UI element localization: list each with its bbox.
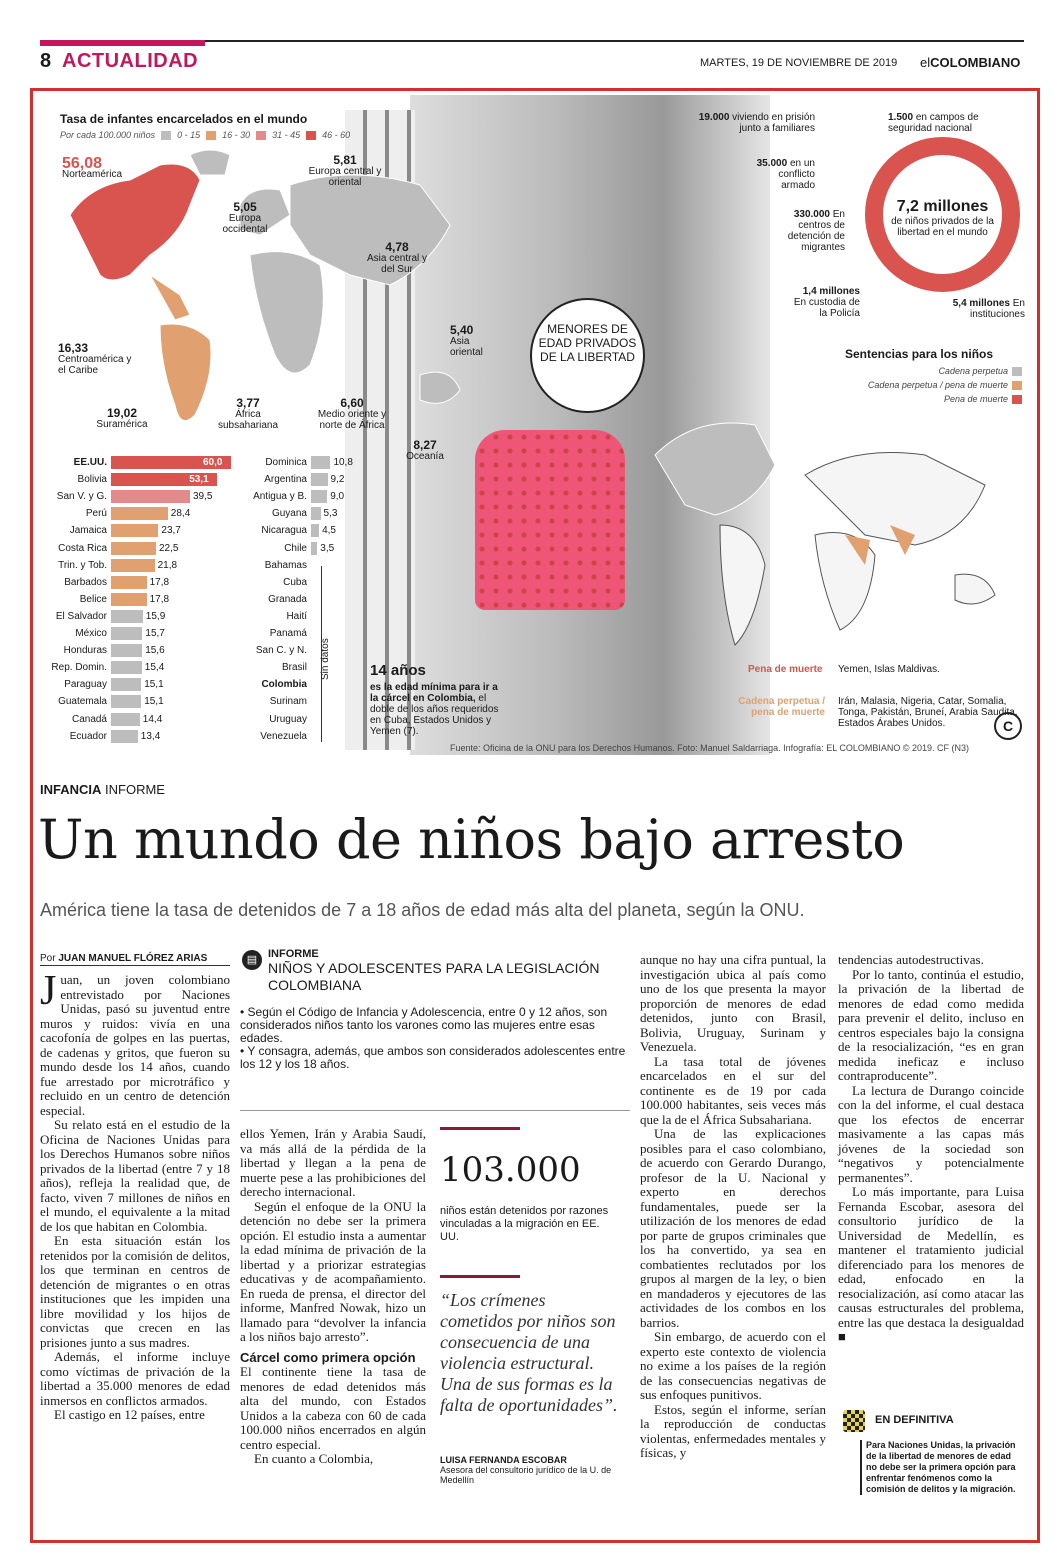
definitive-title: EN DEFINITIVA [875, 1414, 954, 1426]
bar-label: Costa Rica [58, 542, 107, 554]
paragraph: uan, un joven colombiano entrevistado por Naciones Unidas, pasó su juventud entre muros y ruidos: vivía en una cacofonía de golpes en las puertas, de cadenas y gritos, que fueron su mundo desde los 14 años, cuando fue arrestado por microtráfico y recluido en un centro de detención especial. [40, 972, 230, 1118]
info-rule [240, 1110, 630, 1111]
kicker: INFANCIA INFORME [40, 782, 165, 797]
bar [111, 524, 158, 537]
region-label: 5,40 Asia oriental [450, 323, 483, 358]
bar [111, 542, 156, 555]
no-data-row [245, 643, 311, 658]
byline: Por JUAN MANUEL FLÓREZ ARIAS [40, 953, 208, 964]
bar-row [45, 643, 165, 658]
both-countries: Irán, Malasia, Nigeria, Catar, Somalia, Tonga, Pakistán, Bruneí, Arabia Saudita, Estados Árabes Unidos. [838, 696, 1018, 729]
bar-label: Venezuela [260, 730, 307, 742]
bar [311, 507, 321, 520]
legend-swatch [306, 131, 316, 140]
sentence-row: Pena de muerte [800, 394, 1022, 404]
paragraph: Por lo tanto, continúa el estudio, la privación de la libertad de menores de edad como medida para prevenir el delito, incluso en centros especiales bajo la consigna de la resocialización, “es en gran medida ineficaz e incluso contraproducente”. [838, 966, 1024, 1083]
stat: 35.000 en un conflicto armado [756, 158, 815, 191]
legend-swatch [256, 131, 266, 140]
bar-label: Granada [268, 593, 307, 605]
no-data-row [245, 626, 311, 641]
bar-value: 15,9 [145, 610, 166, 622]
bar-row [245, 472, 344, 487]
region-label: 6,60 Medio oriente y norte de África [317, 396, 387, 431]
paragraph: tendencias autodestructivas. [838, 952, 984, 967]
bar-label: Uruguay [269, 713, 307, 725]
region-label: 56,08 Norteamérica [62, 155, 123, 180]
big-number: 103.000 [440, 1150, 581, 1190]
bar [111, 507, 168, 520]
source-note: Fuente: Oficina de la ONU para los Derechos Humanos. Foto: Manuel Saldarriaga. Infografía: EL COLOMBIANO © 2019. CF (N3) [450, 743, 970, 753]
definitive-text: Para Naciones Unidas, la privación de la libertad de menores de edad no debe ser la primera opción para enfrentar fenómenos como la comisión de delitos y la migración. [860, 1440, 1020, 1495]
death-label: Pena de muerte [748, 664, 823, 675]
dropcap: J [40, 968, 57, 1014]
bar-value: 53,1 [189, 474, 209, 486]
bar-row [45, 472, 209, 487]
bar-value: 15,1 [144, 696, 164, 708]
bar-label: El Salvador [55, 610, 107, 622]
paragraph: El castigo en 12 países, entre [54, 1407, 205, 1422]
subheadline: América tiene la tasa de detenidos de 7 a 18 años de edad más alta del planeta, según la ONU. [40, 900, 805, 920]
region-label: 5,81 Europa central y oriental [308, 153, 382, 188]
bar-label: Haití [286, 610, 307, 622]
bar-row [45, 489, 212, 504]
map-title: Tasa de infantes encarcelados en el mundo [60, 112, 308, 126]
bar-value: 3,5 [320, 542, 335, 554]
bar-label: Antigua y B. [253, 491, 307, 503]
bar [111, 610, 143, 623]
stat: 1.500 en campos de seguridad nacional [888, 112, 979, 134]
bar-value: 9,2 [330, 474, 345, 486]
region-label: 5,05 Europa occidental [222, 200, 268, 235]
stat: 5,4 millones En instituciones [952, 298, 1025, 320]
bar [311, 542, 317, 555]
bar-chart [45, 455, 353, 745]
info-subtitle: NIÑOS Y ADOLESCENTES PARA LA LEGISLACIÓN COLOMBIANA [268, 960, 600, 993]
bar [111, 730, 138, 743]
bar-label: Argentina [264, 474, 307, 486]
bar-value: 15,1 [144, 679, 164, 691]
bar-row [45, 575, 169, 590]
no-data-row [245, 694, 311, 709]
bar-row [245, 523, 336, 538]
bar-label: Nicaragua [261, 525, 307, 537]
bar-value: 60,0 [203, 457, 223, 468]
subheading: Cárcel como primera opción [240, 1349, 416, 1365]
stat: 1,4 millones En custodia de la Policía [793, 286, 860, 319]
column-1 [40, 968, 230, 1423]
paragraph: aunque no hay una cifra puntual, la investigación ubica al país como uno de los que presenta la mayor proporción de menores de edad detenidos, junto con Brasil, Bolivia, Uruguay, Surinam y Venezuela. [640, 952, 826, 1054]
column-2 [240, 1127, 426, 1467]
bar-label: Chile [284, 542, 307, 554]
legend-item: 31 - 45 [272, 130, 301, 140]
bar-label: Cuba [283, 576, 307, 588]
column-4 [838, 953, 1024, 1345]
age-title: 14 años [370, 662, 426, 679]
bar [311, 490, 327, 503]
big-number-text: niños están detenidos por razones vinculadas a la migración en EE. UU. [440, 1205, 609, 1243]
both-label: Cadena perpetua / pena de muerte [738, 696, 825, 718]
bar-label: Jamaica [69, 525, 107, 537]
bar [111, 593, 147, 606]
no-data-row [245, 592, 311, 607]
bar-row [45, 523, 181, 538]
sentences-map [625, 395, 1035, 665]
region-label: 16,33 Centroamérica y el Caribe [58, 341, 132, 376]
pull-quote: “Los crímenes cometidos por niños son consecuencia de una violencia estructural. Una de sus formas es la falta de oportunidades”. [440, 1290, 618, 1415]
bar-row [45, 506, 190, 521]
bar-value: 14,4 [142, 713, 163, 725]
paragraph: La tasa total de jóvenes encarcelados en el sur del continente es de 19 por cada 100.000 habitantes, seis veces más que la de el África Subsahariana. [640, 1053, 826, 1127]
bar-value: 17,8 [149, 576, 170, 588]
paragraph: Su relato está en el estudio de la Oficina de Naciones Unidas para los Derechos Humanos sobre niños privados de la libertad (entre 7 y 18 años), refleja la realidad que, de facto, viven 7 millones de niños en el mundo, el equivalente a la mitad de los que habitan en Colombia. [40, 1117, 230, 1234]
bar-value: 9,0 [330, 491, 345, 503]
bar-value: 22,5 [159, 542, 179, 554]
bar-label: San V. y G. [56, 491, 107, 503]
no-data-row [245, 729, 311, 744]
headline-bubble: MENORES DE EDAD PRIVADOS DE LA LIBERTAD [530, 298, 645, 413]
bar-row [45, 677, 164, 692]
definitive-icon [843, 1410, 865, 1432]
paragraph: Estos, según el informe, serían la reproducción de conductas violentas, enfermedades mentales y físicas, y [640, 1401, 826, 1460]
bar-value: 15,6 [145, 645, 165, 657]
ring-total: 7,2 millones de niños privados de la libertad en el mundo [891, 198, 994, 238]
region-label: 8,27 Oceanía [406, 438, 444, 462]
stat: 19.000 viviendo en prisión junto a familiares [698, 112, 815, 134]
no-data-row [245, 575, 311, 590]
legend-swatch [161, 131, 171, 140]
paragraph: En cuanto a Colombia, [254, 1451, 374, 1466]
info-list [240, 1006, 630, 1071]
paragraph: ellos Yemen, Irán y Arabia Saudí, va más allá de la pérdida de la libertad y llegan a la pena de muerte pese a las prohibiciones del derecho internacional. [240, 1126, 426, 1199]
paragraph: La lectura de Durango coincide con la del informe, el cual destaca que los efectos de encerrar masivamente a las capas más jóvenes de la sociedad son “negativos y potencialmente permanentes”. [838, 1082, 1024, 1185]
document-icon: ▤ [242, 950, 262, 970]
info-box [240, 948, 630, 1071]
bar-row [45, 558, 177, 573]
bar-label: Belice [79, 593, 107, 605]
paragraph: Sin embargo, de acuerdo con el experto este contexto de violencia no exime a los países de la región de las consecuencias negativas de sus enfoques punitivos. [640, 1329, 826, 1402]
bar-label: Ecuador [69, 730, 107, 742]
legend-item: 46 - 60 [322, 130, 351, 140]
bar-value: 21,8 [157, 559, 178, 571]
paragraph: Además, el informe incluye como víctimas de privación de la libertad a 35.000 menores de edad inmersos en conflictos armados. [40, 1349, 230, 1408]
bar-label: Rep. Domin. [51, 662, 107, 674]
bar [111, 490, 190, 503]
map-legend [60, 130, 350, 140]
bar-row [45, 729, 160, 744]
bar-label: Barbados [64, 576, 107, 588]
headline: Un mundo de niños bajo arresto [38, 808, 905, 871]
bar [311, 524, 319, 537]
stat: 330.000 En centros de detención de migrantes [787, 209, 845, 253]
bar-row [45, 626, 165, 641]
section-name: ACTUALIDAD [62, 50, 199, 72]
death-countries: Yemen, Islas Maldivas. [838, 664, 940, 675]
bar [111, 713, 140, 726]
no-data-row [245, 677, 311, 692]
logo-icon: C [994, 712, 1022, 740]
bar-label: Bolivia [77, 474, 107, 486]
list-item: • Según el Código de Infancia y Adolescencia, entre 0 y 12 años, son considerados niños tanto los varones como las mujeres entre esas edades. [240, 1005, 608, 1045]
no-data-text: Sin datos [320, 638, 331, 680]
paragraph: Lo más importante, para Luisa Fernanda Escobar, asesora del consultorio jurídico de la Universidad de Medellín, es mantener el tratamiento judicial diferenciado para los menores de edad, enfocado en la resocialización, así como atacar las causas estructurales del problema, entre las que destaca la desigualdad ■ [838, 1184, 1024, 1344]
sentence-row: Cadena perpetua / pena de muerte [800, 380, 1022, 390]
bar-label: Bahamas [264, 559, 307, 571]
paragraph: Según el enfoque de la ONU la detención no debe ser la primera opción. El estudio insta a aumentar la edad mínima de privación de la libertad y a priorizar estrategias educativas y de acompañamiento. En rueda de prensa, el director del informe, Manfred Nowak, hizo un llamado para “devolver la infancia a los niños bajo arresto”. [240, 1198, 426, 1344]
bar-label: Paraguay [64, 679, 107, 691]
legend-item: 16 - 30 [222, 130, 251, 140]
bar [311, 456, 330, 469]
bar-row [245, 455, 353, 470]
bar-label: Honduras [63, 645, 107, 657]
bar-value: 17,8 [149, 593, 170, 605]
accent-rule [440, 1127, 520, 1130]
bar-label: Surinam [269, 696, 307, 708]
bar [311, 473, 328, 486]
bar-label: San C. y N. [255, 645, 307, 657]
region-label: 19,02 Suramérica [96, 406, 148, 430]
bar-label: Panamá [269, 628, 307, 639]
bar-value: 10,8 [333, 457, 353, 468]
bar-row [245, 506, 337, 521]
region-label: 4,78 Asia central y del Sur [366, 240, 428, 275]
bar-label: Canadá [71, 713, 107, 725]
bar [111, 661, 142, 674]
byline-rule [40, 965, 230, 966]
column-3 [640, 953, 826, 1461]
bar-row [45, 660, 164, 675]
paragraph: En esta situación están los retenidos por la comisión de delitos, los que terminan en centros de detención de migrantes o en otras instituciones que les impiden una libre movilidad y los hijos de convictas que crecen en las prisiones junto a sus madres. [40, 1233, 230, 1350]
bar [111, 678, 141, 691]
bar-label: México [75, 628, 107, 639]
section-accent [40, 40, 205, 46]
bar-value: 39,5 [193, 491, 213, 503]
bar-label: Colombia [261, 679, 307, 691]
bar-row [45, 694, 164, 709]
info-title: INFORME [268, 948, 319, 960]
page-number: 8 [40, 50, 52, 72]
sentences-title: Sentencias para los niños [845, 347, 994, 361]
bar [111, 559, 155, 572]
child-skirt [475, 430, 625, 610]
bar-row [245, 541, 334, 556]
bar-label: Brasil [281, 662, 307, 674]
bar [111, 644, 142, 657]
paragraph: Una de las explicaciones posibles para el caso colombiano, de acuerdo con Gerardo Durango, profesor de la U. Nacional y experto en derechos fundamentales, puede ser la utilización de los menores de edad por parte de grupos criminales que los ha convertido, ya sea en combatientes reclutados por los grupos al margen de la ley, o bien en mandaderos y ejecutores de las actividades de los combos en los barrios. [640, 1126, 826, 1330]
bar-row [45, 541, 178, 556]
bar-label: Guatemala [58, 696, 107, 708]
bar-row [45, 455, 222, 470]
no-data-row [245, 609, 311, 624]
no-data-row [245, 660, 311, 675]
bar-value: 15,4 [144, 662, 165, 674]
bar [111, 576, 147, 589]
bar-value: 15,7 [145, 628, 165, 639]
sentence-row: Cadena perpetua [800, 366, 1022, 376]
list-item: • Y consagra, además, que ambos son considerados adolescentes entre los 12 y los 18 años. [240, 1044, 626, 1071]
accent-rule [440, 1275, 520, 1278]
bar-row [45, 712, 162, 727]
bar-label: Perú [85, 508, 107, 520]
bar-label: Trin. y Tob. [58, 559, 107, 571]
bar-value: 13,4 [140, 730, 161, 742]
bar-row [45, 592, 169, 607]
brand-logo: elCOLOMBIANO [920, 55, 1021, 70]
bar-row [45, 609, 165, 624]
bar-label: Dominica [265, 457, 307, 468]
legend-label: Por cada 100.000 niños [60, 130, 156, 140]
quote-author: LUISA FERNANDA ESCOBAR Asesora del consultorio jurídico de la U. de Medellín [440, 1455, 612, 1485]
region-label: 3,77 África subsahariana [218, 396, 279, 431]
date-line: MARTES, 19 DE NOVIEMBRE DE 2019 [700, 57, 898, 69]
bar-label: Guyana [271, 508, 307, 520]
bar [111, 695, 141, 708]
no-data-row [245, 712, 311, 727]
bar-value: 4,5 [322, 525, 336, 537]
legend-swatch [206, 131, 216, 140]
bar-row [245, 489, 344, 504]
age-text: es la edad mínima para ir a la cárcel en Colombia, el doble de los años requeridos en Cuba, Estados Unidos y Yemen (7). [370, 682, 499, 737]
legend-item: 0 - 15 [177, 130, 201, 140]
bar-value: 5,3 [323, 508, 338, 520]
paragraph: El continente tiene la tasa de menores de edad detenidos más alta del mundo, con Estados Unidos a la cabeza con 60 de cada 100.000 niños encerrados en algún centro especial. [240, 1364, 426, 1452]
bar [111, 627, 142, 640]
bar-label: EE.UU. [73, 457, 107, 468]
bar-value: 23,7 [161, 525, 181, 537]
no-data-row [245, 558, 311, 573]
bar-value: 28,4 [170, 508, 191, 520]
